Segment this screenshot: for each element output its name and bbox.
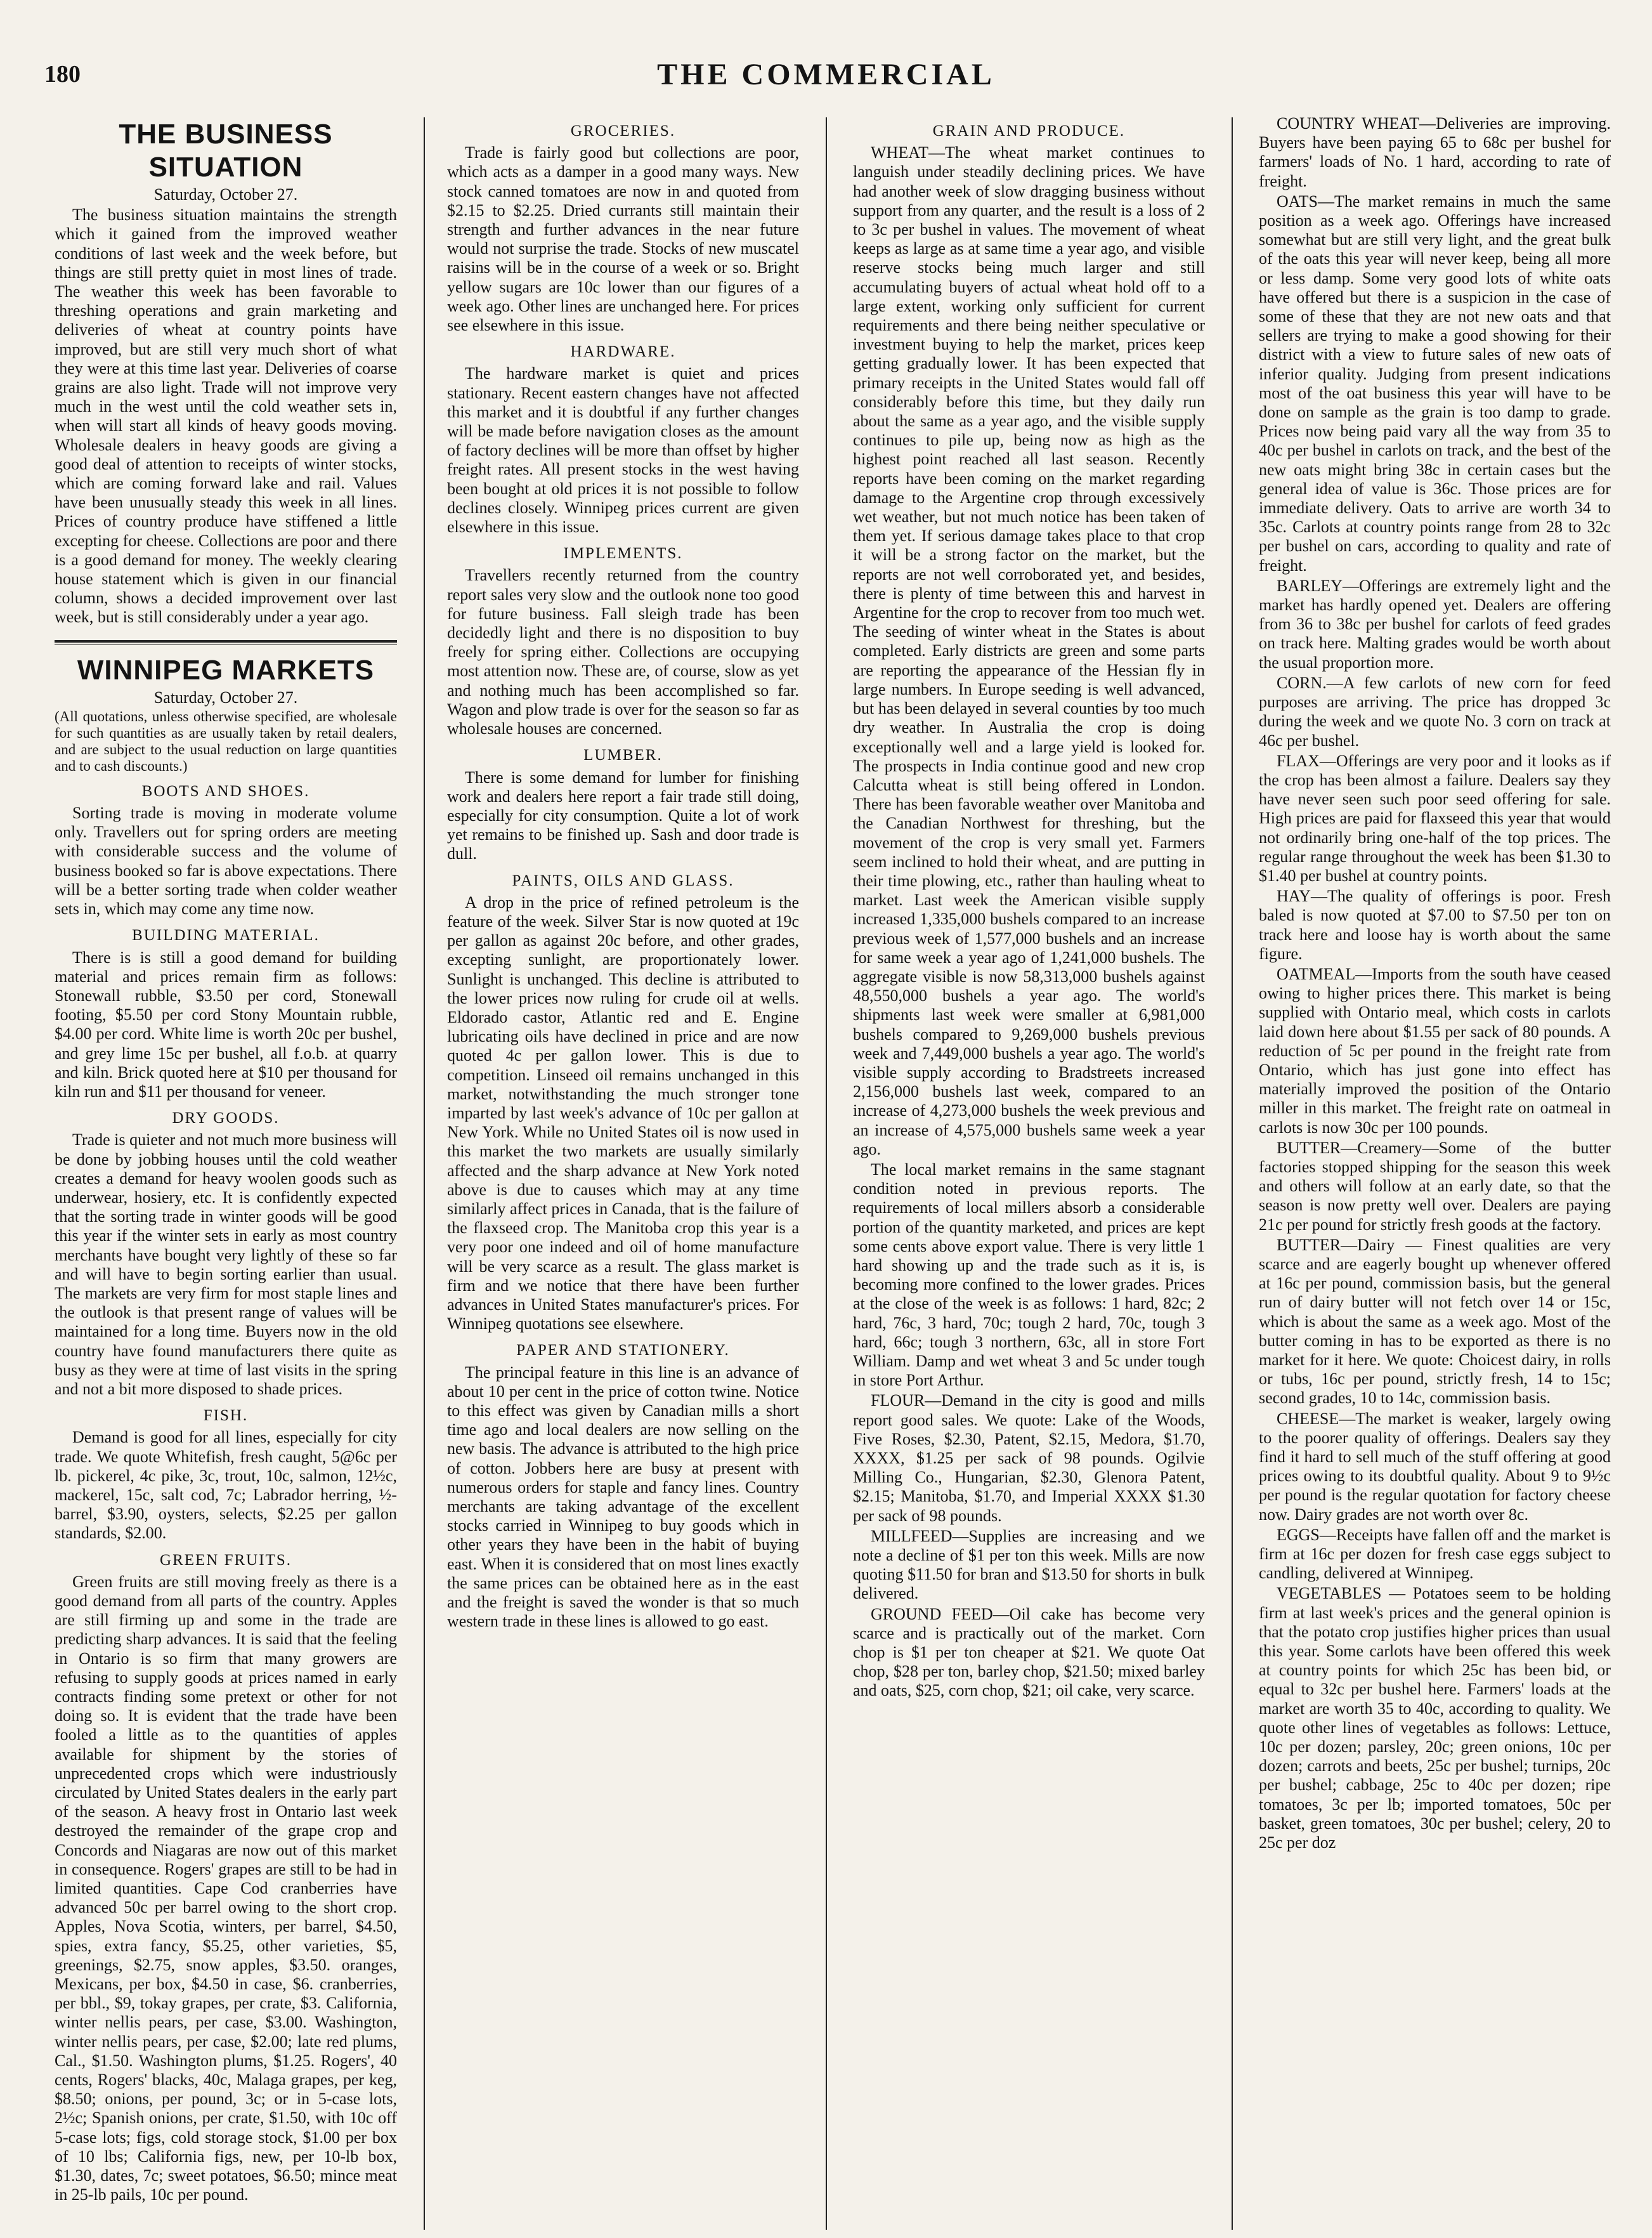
wheat-local-body: The local market remains in the same stagnant condition noted in previous reports. The requirements of local millers absorb a considerable portion of the quantity marketed, and prices are kept some cents above export value. There is very little 1 hard showing up and the trade such as it is, is becoming more confined to the lower grades. Prices at the close of the week is as follows: 1 hard, 82c; 2 hard, 76c, 3 hard, 70c; tough 2 hard, 70c, tough 3 hard, 66c; tough 3 northern, 63c, all in store Fort William. Damp and wet wheat 3 and 5c under tough in store Port Arthur. bbox=[853, 1160, 1205, 1390]
eggs-body: EGGS—Receipts have fallen off and the market is firm at 16c per dozen for fresh case eggs subject to candling, delivered at Winnipeg. bbox=[1259, 1525, 1611, 1583]
paints-body: A drop in the price of refined petroleum is the feature of the week. Silver Star is now quoted at 19c per gallon as against 20c before, and other grades, excepting sunlight, are proportionately lower. Sunlight is unchanged. This decline is attributed to the lower prices now ruling for crude oil at wells. Eldorado castor, Atlantic red and E. Engine lubricating oils have declined in price and are now quoted 4c per gallon lower. This is due to competition. Linseed oil remains unchanged in this market, notwithstanding the much stronger tone imparted by last week's advance of 10c per gallon at New York. While no United States oil is now used in this market the two markets are usually similarly affected and the sharp advance at New York noted above is due to causes which may at any time similarly affect prices in Canada, that is the failure of the flaxseed crop. The Manitoba crop this year is a very poor one indeed and oil of home manufacture will be very scarce as a result. The glass market is firm and we notice that there have been further advances in United States manufacturer's prices. For Winnipeg quotations see elsewhere. bbox=[447, 893, 799, 1333]
country-wheat-body: COUNTRY WHEAT—Deliveries are improving. Buyers have been paying 65 to 68c per bushel for farmers' loads of No. 1 hard, according to rate of freight. bbox=[1259, 114, 1611, 190]
green-fruits-body: Green fruits are still moving freely as there is a good demand from all parts of the country. Apples are still firming up and some in the trade are predicting sharp advances. It is said that the feeling in Ontario is so firm that many growers are refusing to supply goods at prices named in early contracts finding some pretext or other for not doing so. It is evident that the trade have been fooled a little as to the quantities of apples available for shipment by the stories of unprecedented crops which were industriously circulated by United States dealers in the early part of the season. A heavy frost in Ontario last week destroyed the remainder of the grape crop and Concords and Niagaras are now out of this market in consequence. Rogers' grapes are still to be had in limited quantities. Cape Cod cranberries have advanced 50c per barrel owing to the short crop. Apples, Nova Scotia, winters, per barrel, $4.50, spies, extra fancy, $5.25, other varieties, $5, greenings, $2.75, snow apples, $3.50. oranges, Mexicans, per box, $4.50 in case, $6. cranberries, per bbl., $9, tokay grapes, per crate, $3. California, winter nellis pears, per case, $3.00. Washington, winter nellis pears, per case, $2.00; late red plums, Cal., $1.50. Washington plums, $1.25. Rogers', 40 cents, Rogers' blacks, 40c, Malaga grapes, per keg, $8.50; onions, per pound, 3c; or in 5-case lots, 2½c; Spanish onions, per crate, $1.50, with 10c off 5-case lots; figs, cold storage stock, $1.00 per box of 10 lbs; California figs, new, per 10-lb box, $1.30, dates, 7c; sweet potatoes, $6.50; mince meat in 25-lb pails, 10c per pound. bbox=[55, 1572, 397, 2204]
lumber-heading: LUMBER. bbox=[583, 747, 663, 764]
newspaper-title: THE COMMERCIAL bbox=[657, 58, 995, 91]
column-rule-1 bbox=[424, 117, 425, 2230]
boots-body: Sorting trade is moving in moderate volume only. Travellers out for spring orders are meeting with considerable success and the volume of business booked so far is above expectations. There will be a better sorting trade when colder weather sets in, which may come any time now. bbox=[55, 804, 397, 919]
fish-heading: FISH. bbox=[203, 1407, 249, 1425]
hay-body: HAY—The quality of offerings is poor. Fresh baled is now quoted at $7.00 to $7.50 per ton on track here and loose hay is worth about the same figure. bbox=[1259, 887, 1611, 963]
grain-heading: GRAIN AND PRODUCE. bbox=[932, 122, 1126, 140]
oatmeal-body: OATMEAL—Imports from the south have ceased owing to higher prices there. This market is being supplied with Ontario meal, which costs in carlots laid down here about $1.55 per sack of 80 pounds. A reduction of 5c per pound in the freight rate from Ontario, which has just gone into effect has materially improved the position of the Ontario miller in this market. The freight rate on oatmeal in carlots is now 30c per 100 pounds. bbox=[1259, 964, 1611, 1137]
flour-body: FLOUR—Demand in the city is good and mills report good sales. We quote: Lake of the Woods, Five Roses, $2.30, Patent, $2.15, Medora, $1.70, XXXX, $1.25 per sack of 98 pounds. Ogilvie Milling Co., Hungarian, $2.30, Glenora Patent, $2.15; Manitoba, $1.70, and Imperial XXXX $1.30 per sack of 98 pounds. bbox=[853, 1391, 1205, 1525]
butter-dairy-body: BUTTER—Dairy — Finest qualities are very scarce and are eagerly bought up whenever offered at 16c per pound, commission basis, but the general run of dairy butter will not fetch over 14 or 15c, which is about the same as a week ago. Most of the butter coming in has to be exported as there is no market for it here. We quote: Choicest dairy, in rolls or tubs, 16c per pound, strictly fresh, 14 to 15c; second grades, 10 to 14c, commission basis. bbox=[1259, 1235, 1611, 1408]
paper-body: The principal feature in this line is an advance of about 10 per cent in the price of cotton twine. Notice to this effect was given by Canadian mills a short time ago and local dealers are now selling on the new basis. The advance is attributed to the high price of cotton. Jobbers here are busy at present with numerous orders for staple and fancy lines. Country merchants are taking advantage of the excellent stocks carried in Winnipeg to buy goods which in other years they have been in the habit of buying east. When it is considered that on most lines exactly the same prices can be obtained here as in the east and the freight is saved the wonder is that so much western trade in these lines is allowed to go east. bbox=[447, 1363, 799, 1631]
paints-heading: PAINTS, OILS AND GLASS. bbox=[512, 872, 734, 889]
column-4 bbox=[1259, 114, 1611, 2227]
page-number: 180 bbox=[44, 61, 81, 88]
fish-body: Demand is good for all lines, especially for city trade. We quote Whitefish, fresh caught, 5@6c per lb. pickerel, 4c pike, 3c, trout, 10c, salmon, 12½c, mackerel, 15c, salt cod, 7c; Labrador herring, ½-barrel, $3.90, oysters, selects, $2.25 per gallon standards, $2.00. bbox=[55, 1428, 397, 1543]
column-rule-2 bbox=[826, 117, 827, 2230]
column-rule-3 bbox=[1232, 117, 1233, 2230]
building-heading: BUILDING MATERIAL. bbox=[132, 927, 320, 945]
cheese-body: CHEESE—The market is weaker, largely owing to the poorer quality of offerings. Dealers say they find it hard to sell much of the stuff offering at good prices owing to its doubtful quality. About 9 to 9½c per pound is the regular quotation for factory cheese now. Dairy grades are not worth over 8c. bbox=[1259, 1409, 1611, 1524]
business-situation-date: Saturday, October 27. bbox=[153, 185, 298, 204]
hardware-body: The hardware market is quiet and prices stationary. Recent eastern changes have not affected this market and it is doubtful if any further changes will be made before navigation closes as the amount of factory declines will be more than offset by higher freight rates. All present stocks in the west having been bought at old prices it is not possible to follow declines closely. Winnipeg prices current are given elsewhere in this issue. bbox=[447, 364, 799, 537]
column-3 bbox=[853, 114, 1205, 2227]
corn-body: CORN.—A few carlots of new corn for feed purposes are arriving. The price has dropped 3c during the week and we quote No. 3 corn on track at 46c per bushel. bbox=[1259, 673, 1611, 750]
groceries-body: Trade is fairly good but collections are poor, which acts as a damper in a good many ways. New stock canned tomatoes are now in and quoted from $2.15 to $2.25. Dried currants still maintain their strength and further advances in the near future would not surprise the trade. Stocks of new muscatel raisins will be in the course of a week or so. Bright yellow sugars are 10c lower than our figures of a week ago. Other lines are unchanged here. For prices see elsewhere in this issue. bbox=[447, 143, 799, 335]
column-1 bbox=[55, 114, 397, 2227]
wheat-body: WHEAT—The wheat market continues to languish under steadily declining prices. We have had another week of slow dragging business without support from any quarter, and the result is a loss of 2 to 3c per bushel in values. The movement of wheat keeps as large as at same time a year ago, and visible reserve stocks being much larger and still accumulating buyers of actual wheat hold off to a large extent, working only sufficient for current requirements and there being neither speculative or investment buying to help the market, prices keep getting gradually lower. It has been expected that primary receipts in the United States would fall off considerably before this time, but they daily run about the same as a year ago, and the visible supply continues to pile up, being now as high as the highest point reached all last season. Recently reports have been coming on the market regarding damage to the Argentine crop through excessively wet weather, but not much notice has been taken of them yet. If serious damage takes place to that crop it will be a strong factor on the market, but the reports are not well corroborated yet, and besides, there is plenty of time between this and harvest in Argentine for the crop to recover from too much wet. The seeding of winter wheat in the States is about completed. Early districts are green and some parts are reporting the appearance of the Hessian fly in large numbers. In Europe seeding is well advanced, but has been delayed in several counties by too much dry weather. In Australia the crop is doing exceptionally well and a large yield is looked for. The prospects in India continue good and new crop Calcutta wheat is still being offered in London. There has been favorable weather over Manitoba and the Canadian Northwest for threshing, but the movement of the crop is very small yet. Farmers seem inclined to hold their wheat, and are putting in their time plowing, etc., rather than hauling wheat to market. Last week the American visible supply increased 1,335,000 bushels compared to an increase previous week of 1,577,000 bushels and an increase for same week a year ago of 1,241,000 bushels. The aggregate visible is now 58,313,000 bushels against 48,550,000 bushels a year ago. The world's shipments last week were smaller at 6,981,000 bushels compared to 9,269,000 bushels previous week and 7,449,000 bushels a year ago. The world's visible supply according to Bradstreets increased 2,156,000 bushels last week, compared to an increase of 4,273,000 bushels the week previous and an increase of 4,575,000 bushels same week a year ago. bbox=[853, 143, 1205, 1158]
quotations-note: (All quotations, unless otherwise specified, are wholesale for such quantities as are usually taken by retail dealers, and are subject to the usual reduction on large quantities and to cash discounts.) bbox=[55, 708, 397, 774]
dry-goods-heading: DRY GOODS. bbox=[172, 1109, 280, 1127]
implements-heading: IMPLEMENTS. bbox=[563, 545, 683, 563]
column-2 bbox=[447, 114, 799, 2227]
millfeed-body: MILLFEED—Supplies are increasing and we note a decline of $1 per ton this week. Mills are now quoting $11.50 for bran and $13.50 for shorts in bulk delivered. bbox=[853, 1526, 1205, 1603]
barley-body: BARLEY—Offerings are extremely light and the market has hardly opened yet. Dealers are offering from 36 to 38c per bushel for carlots of feed grades on track here. Malting grades would be worth about the usual proportion more. bbox=[1259, 576, 1611, 672]
page-header bbox=[0, 0, 1652, 101]
winnipeg-markets-date: Saturday, October 27. bbox=[153, 688, 298, 707]
hardware-heading: HARDWARE. bbox=[570, 343, 676, 361]
ground-feed-body: GROUND FEED—Oil cake has become very scarce and is practically out of the market. Corn chop is $1 per ton cheaper at $21. We quote Oat chop, $28 per ton, barley chop, $21.50; mixed barley and oats, $25, corn chop, $21; oil cake, very scarce. bbox=[853, 1604, 1205, 1700]
building-body: There is is still a good demand for building material and prices remain firm as follows: Stonewall rubble, $3.50 per cord, Stonewall footing, $5.50 per cord Stony Mountain rubble, $4.00 per cord. White lime is worth 20c per bushel, and grey lime 15c per bushel, all f.o.b. at quarry and kiln. Brick quoted here at $10 per thousand for kiln run and $11 per thousand for veneer. bbox=[55, 948, 397, 1101]
oats-body: OATS—The market remains in much the same position as a week ago. Offerings have increased somewhat but are still very light, and the great bulk of the oats this year will never keep, being all more or less damp. Some very good lots of white oats have offered but there is a suspicion in the case of some of these that they are not new oats and that sellers are trying to make a good showing for their district with a view to future sales of new oats of inferior quality. Judging from present indications most of the oat business this year will have to be done on sample as the grain is too damp to grade. Prices now being paid vary all the way from 35 to 40c per bushel in carlots on track, and the best of the new oats might bring 38c in certain cases but the general idea of value is 36c. Those prices are for immediate delivery. Oats to arrive are worth 34 to 35c. Carlots at country points range from 28 to 32c per bushel on cars, according to quality and rate of freight. bbox=[1259, 192, 1611, 575]
groceries-heading: GROCERIES. bbox=[570, 122, 676, 140]
business-situation-heading: THE BUSINESS SITUATION bbox=[119, 119, 333, 183]
business-situation-body: The business situation maintains the strength which it gained from the improved weather conditions of last week and the week before, but things are still pretty quiet in most lines of trade. The weather this week has been favorable to threshing operations and grain marketing and deliveries of wheat at country points have improved, but are still very much short of what they were at this time last year. Deliveries of coarse grains are also light. Trade will not improve very much in the west until the cold weather sets in, when will start all kinds of heavy goods moving. Wholesale dealers in heavy goods are giving a good deal of attention to receipts of winter stocks, which are coming forward lake and rail. Values have been unusually steady this week in all lines. Prices of country produce have stiffened a little excepting for cheese. Collections are poor and there is a good demand for money. The weekly clearing house statement which is given in our financial column, shows a decided improvement over last week, but is still considerably under a year ago. bbox=[55, 206, 397, 627]
section-separator bbox=[55, 640, 397, 645]
vegetables-body: VEGETABLES — Potatoes seem to be holding firm at last week's prices and the general opinion is that the potato crop justifies higher prices than usual this year. Some carlots have been offered this week at country points for which 25c has been bid, or equal to 32c per bushel here. Farmers' loads at the market are worth 35 to 40c, according to quality. We quote other lines of vegetables as follows: Lettuce, 10c per dozen; parsley, 20c; green onions, 10c per dozen; carrots and beets, 25c per bushel; turnips, 20c per bushel; cabbage, 25c to 40c per dozen; ripe tomatoes, 3c per lb; imported tomatoes, 50c per basket, green tomatoes, 30c per bushel; celery, 20 to 25c per doz bbox=[1259, 1584, 1611, 1852]
dry-goods-body: Trade is quieter and not much more business will be done by jobbing houses until the cold weather creates a demand for heavy woolen goods such as underwear, hosiery, etc. It is confidently expected that the sorting trade in winter goods will be good this year if the winter sets in early as most country merchants have bought very lightly of these so far and will have to begin sorting earlier than usual. The markets are very firm for most staple lines and the outlook is that present range of values will be maintained for a long time. Buyers now in the old country have found manufacturers there quite as busy as they were at time of last visits in the spring and not a bit more disposed to shade prices. bbox=[55, 1130, 397, 1398]
winnipeg-markets-heading: WINNIPEG MARKETS bbox=[77, 654, 375, 686]
lumber-body: There is some demand for lumber for finishing work and dealers here report a fair trade still doing, especially for city consumption. Quite a lot of work yet remains to be finished up. Sash and door trade is dull. bbox=[447, 768, 799, 863]
green-fruits-heading: GREEN FRUITS. bbox=[160, 1551, 292, 1569]
implements-body: Travellers recently returned from the country report sales very slow and the outlook none too good for future business. Fall sleigh trade has been decidedly light and there is no disposition to buy freely for spring either. Collections are occupying most attention now. These are, of course, slow as yet and nothing much has been accomplished so far. Wagon and plow trade is over for the season so far as wholesale houses are concerned. bbox=[447, 566, 799, 738]
flax-body: FLAX—Offerings are very poor and it looks as if the crop has been almost a failure. Dealers say they have never seen such poor seed offering for sale. High prices are paid for flaxseed this year that would not ordinarily bring one-half of the top prices. The regular range throughout the week has been $1.30 to $1.40 per bushel at country points. bbox=[1259, 751, 1611, 885]
boots-heading: BOOTS AND SHOES. bbox=[141, 782, 310, 800]
butter-creamery-body: BUTTER—Creamery—Some of the butter factories stopped shipping for the season this week and others will follow at an early date, so that the season is now pretty well over. Dealers are paying 21c per pound for strictly fresh goods at the factory. bbox=[1259, 1138, 1611, 1234]
paper-heading: PAPER AND STATIONERY. bbox=[516, 1342, 730, 1359]
